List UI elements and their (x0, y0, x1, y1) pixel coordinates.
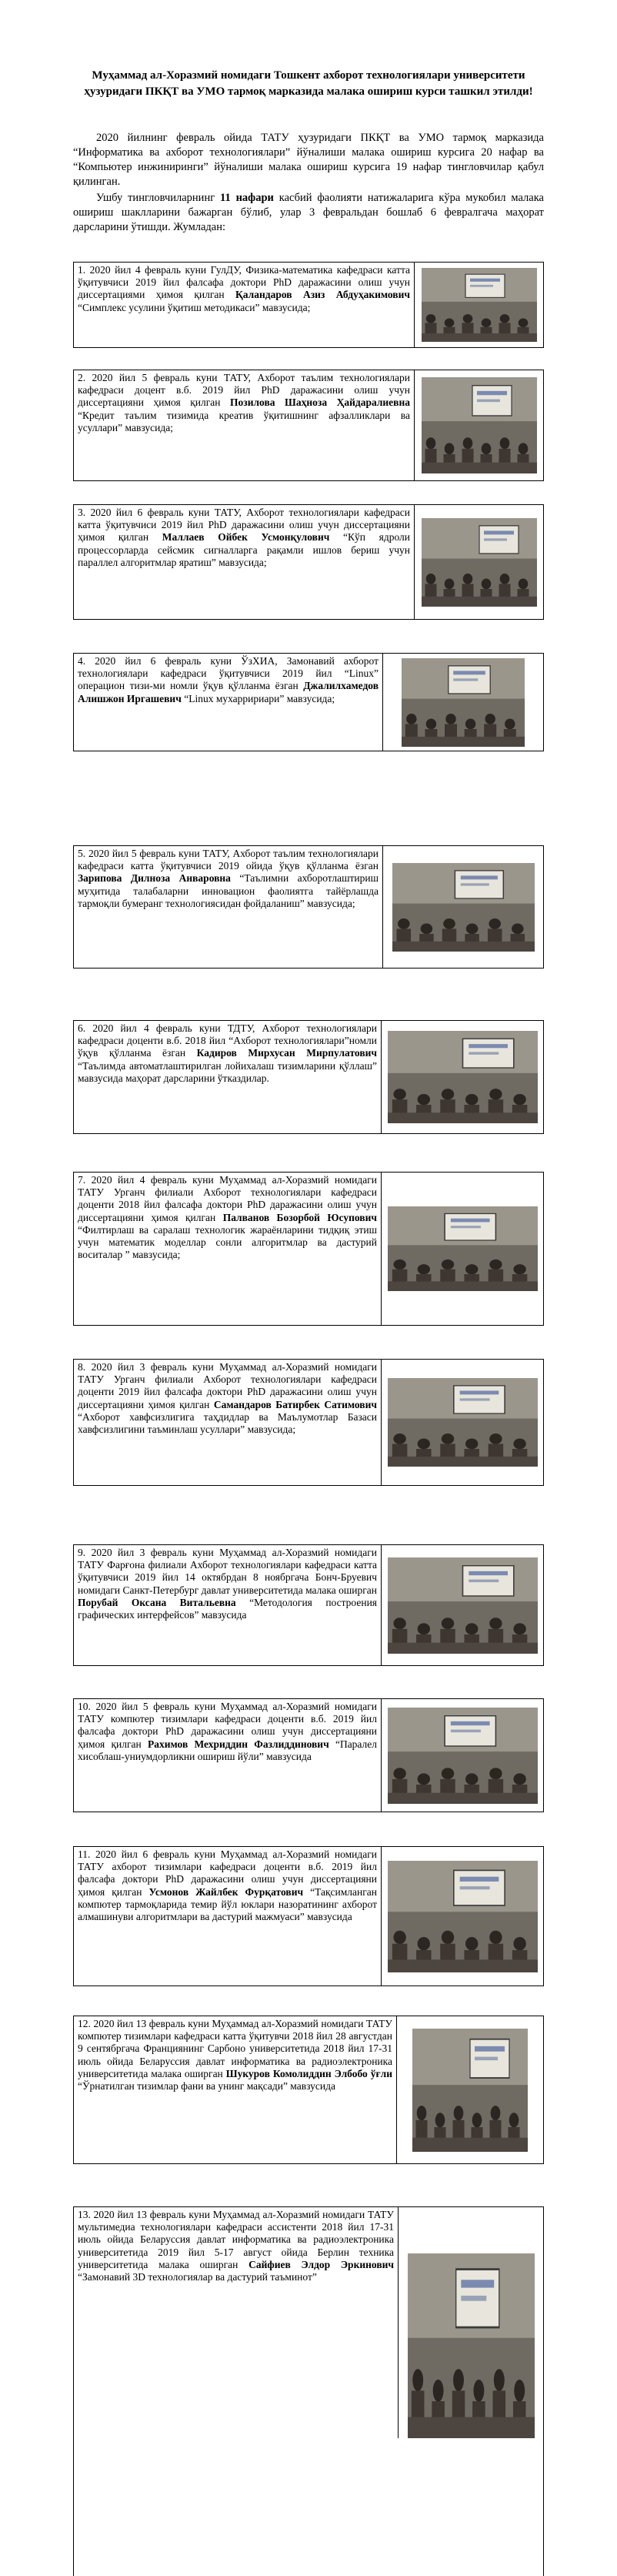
lecture-photo (422, 518, 537, 607)
intro-paragraph: 2020 йилнинг февраль ойида ТАТУ ҳузуридаги ПКҚТ ва УМО тармоқ марказида “Информатика ва ахборот технологиялари” йўналиши малака ошириш курсига 20 нафар ва “Компьютер инжиниринги” йўналиши малака ошириш курсига 19 нафар тингловчилар қабул қилинган. (73, 132, 544, 188)
entry-1 (73, 262, 544, 348)
classroom-photo (388, 1378, 538, 1467)
entry-photo-cell (383, 846, 543, 968)
summary-paragraph (73, 191, 544, 235)
entry-7 (73, 1172, 544, 1326)
summary-before: Ушбу тингловчиларнинг (96, 192, 221, 204)
entry-11 (73, 1846, 544, 1986)
entry-photo-cell (382, 1699, 543, 1812)
entry-text: 3. 2020 йил 6 февраль куни ТАТУ, Ахборот технологиялари кафедраси катта ўқитувчиси 2019 йил PhD даражасини олиш учун диссертацияни ҳимоя қилган Маллаев Ойбек Усмонқулович “Кўп ядроли процессорларда сейсмик сигналларга рақамли ишлов бериш учун параллел алгоритмлар яратиш” мавзусида; (74, 505, 415, 619)
entry-text: 7. 2020 йил 4 февраль куни Муҳаммад ал-Хоразмий номидаги ТАТУ Урганч филиали Ахборот технологиялари кафедраси доценти 2018 йил фалсафа доктори PhD даражасини олиш учун диссертацияни ҳимоя қилган Палванов Бозорбой Юсупович “Филтирлаш ва саралаш технологик жараёнларини тидқиқ этиш учун математик моделлар сонли алгоритмлар ва дастурий воситалар ” мавзусида; (74, 1173, 382, 1325)
entry-4 (73, 653, 544, 751)
entry-photo-cell (382, 1360, 543, 1485)
page-title: Муҳаммад ал-Хоразмий номидаги Тошкент ахборот технологиялари университети ҳузуридаги ПКҚТ ва УМО тармоқ марказида малака ошириш курси ташкил этилди! (84, 69, 533, 98)
presentation-photo (392, 863, 535, 952)
audience-photo (388, 1031, 538, 1123)
summary-after: касбий фаолияти натижаларига кўра мукобил малака ошириш шаклларини бажарган бўлиб, улар 3 февральдан бошлаб 6 февралгача маҳорат дарсларини ўтишди. Жумладан: (73, 192, 544, 233)
entry-2 (73, 370, 544, 481)
classroom-photo (422, 268, 537, 342)
audience-photo (388, 1708, 538, 1804)
presentation-photo (388, 1557, 538, 1654)
entry-photo-cell (383, 654, 543, 751)
lecture-photo (388, 1206, 538, 1291)
entry-text: 6. 2020 йил 4 февраль куни ТДТУ, Ахборот технологиялари кафедраси доценти в.б. 2018 йил “Ахборот технологиялари”номли ўқув қўлланма ёзган Кадиров Мирхусан Мирпулатович “Таълимда автоматлаштирилган лойихалаш тизимларини қўллаш” мавзусида маҳорат дарсларини ўтказдилар. (74, 1021, 382, 1133)
entry-text: 1. 2020 йил 4 февраль куни ГулДУ, Физика-математика кафедраси катта ўқитувчиси 2019 йил фалсафа доктори PhD даражасини олиш учун диссертациями ҳимоя қилган Қаландаров Азиз Абдуҳакимович “Симплекс усулини ўқитиш методикаси” мавзусида; (74, 263, 415, 347)
summary-count: 11 нафари (220, 192, 274, 204)
entry-photo-cell (382, 1173, 543, 1325)
entry-text: 2. 2020 йил 5 февраль куни ТАТУ, Ахборот таълим технологиялари кафедраси доцент в.б. 2019 йил PhD даражасини олиш учун диссертацияни ҳимоя қилган Позилова Шаҳноза Ҳайдаралиевна “Кредит таълим тизимида креатив ўқитишнинг афзалликлари ва усуллари” мавзусида; (74, 370, 415, 480)
lecture-photo (408, 2253, 535, 2438)
entry-13 (73, 2206, 544, 2576)
lecture-photo (422, 377, 537, 473)
entry-3 (73, 504, 544, 620)
entry-text: 9. 2020 йил 3 февраль куни Муҳаммад ал-Хоразмий номидаги ТАТУ Фарғона филиали Ахборот технологиялари кафедраси катта ўқитувчиси 2019 йил 14 октябрдан 8 ноябргача Бонч-Бруевич номидаги Санкт-Петербург давлат университетида малака оширган Порубай Оксана Витальевна “Методология построения графических интерфейсов” мавзусида (74, 1545, 382, 1665)
entry-photo-cell (382, 1021, 543, 1133)
entry-text: 8. 2020 йил 3 февраль куни Муҳаммад ал-Хоразмий номидаги ТАТУ Урганч филиали Ахборот технологиялари кафедраси доценти 2019 йил фалсафа доктори PhD даражасини олиш учун диссертацияни ҳимоя қилган Самандаров Батирбек Сатимович “Ахборот хавфсизлигига таҳдидлар ва Маълумотлар Базаси хавфсизлигини таъминлаш усуллари” мавзусида; (74, 1360, 382, 1485)
entry-10 (73, 1698, 544, 1812)
entry-text: 10. 2020 йил 5 февраль куни Муҳаммад ал-Хоразмий номидаги ТАТУ компютер тизимлари кафедраси доценти в.б. 2019 йил фалсафа доктори PhD даражасини олиш учун диссертацияни ҳимоя қилган Рахимов Мехриддин Фазлиддинович “Паралел хисоблаш-униумдорликни ошириш йўли” мавзусида (74, 1699, 382, 1812)
entry-photo-cell (382, 1545, 543, 1665)
entry-photo-cell (399, 2207, 543, 2576)
entry-photo-cell (415, 370, 543, 480)
entry-text: 12. 2020 йил 13 февраль куни Муҳаммад ал-Хоразмий номидаги ТАТУ компютер тизимлари кафедраси катта ўқитувчи 2018 йил 28 августдан 9 сентябргача Франциянинг Сарбоно университетида 2018 йил 17-31 июль ойида Беларуссия давлат информатика ва радиоэлектроника университетида малака оширган Шукуров Комолиддин Элбобо ўғли “Ўрнатилган тизимлар фани ва унинг мақсади” мавзусида (74, 2016, 397, 2163)
entry-12 (73, 2016, 544, 2164)
presentation-photo (412, 2029, 528, 2152)
lecture-photo (388, 1861, 538, 1972)
entry-photo-cell (415, 263, 543, 347)
entry-photo-cell (382, 1847, 543, 1986)
entry-text: 13. 2020 йил 13 февраль куни Муҳаммад ал-Хоразмий номидаги ТАТУ мультимедиа технологиялари кафедраси ассистенти 2018 йил 17-31 июль ойида Беларуссия давлат информатика ва радиоэлектроника университетида 2019 йил 5-17 август ойида Берлин техника университетида малака оширган Сайфиев Элдор Эркинович “Замонавий 3D технологиялар ва дастурий таъминот” (74, 2207, 399, 2438)
entry-9 (73, 1544, 544, 1666)
entry-5 (73, 845, 544, 969)
entry-6 (73, 1020, 544, 1134)
entry-photo-cell (397, 2016, 543, 2163)
classroom-photo (402, 658, 525, 747)
entry-text: 5. 2020 йил 5 февраль куни ТАТУ, Ахборот таълим технологиялари кафедраси катта ўқитувчиси 2019 ойида ўқув қўлланма ёзган Зарипова Дилноза Анваровна “Таълимни ахборотлаштириш муҳитида талабаларни инновацион фаолиятга тайёрлашда тармоқли бумеранг технологиясидан фойдаланиш” мавзусида; (74, 846, 383, 968)
entry-text: 11. 2020 йил 6 февраль куни Муҳаммад ал-Хоразмий номидаги ТАТУ ахборот тизимлари кафедраси доценти в.б. 2019 йил фалсафа доктори PhD даражасини олиш учун диссертацияни ҳимоя қилган Усмонов Жайлбек Фурқатович “Тақсимланган компютер тармоқларида темир йўл юклари назоратининг ахборот алмашинуви алгоритмлари ва дастурий мажмуаси” мавзусида (74, 1847, 382, 1986)
entry-photo-cell (415, 505, 543, 619)
entry-8 (73, 1359, 544, 1486)
entry-text: 4. 2020 йил 6 февраль куни ЎзХИА, Замонавий ахборот технологиялари кафедраси ўқитувчиси 2019 йил “Linux” операцион тизи-ми номли ўқув қўлланма ёзган Джалилхамедов Алишжон Иргашевич “Linux мухарририари” мавзусида; (74, 654, 383, 751)
